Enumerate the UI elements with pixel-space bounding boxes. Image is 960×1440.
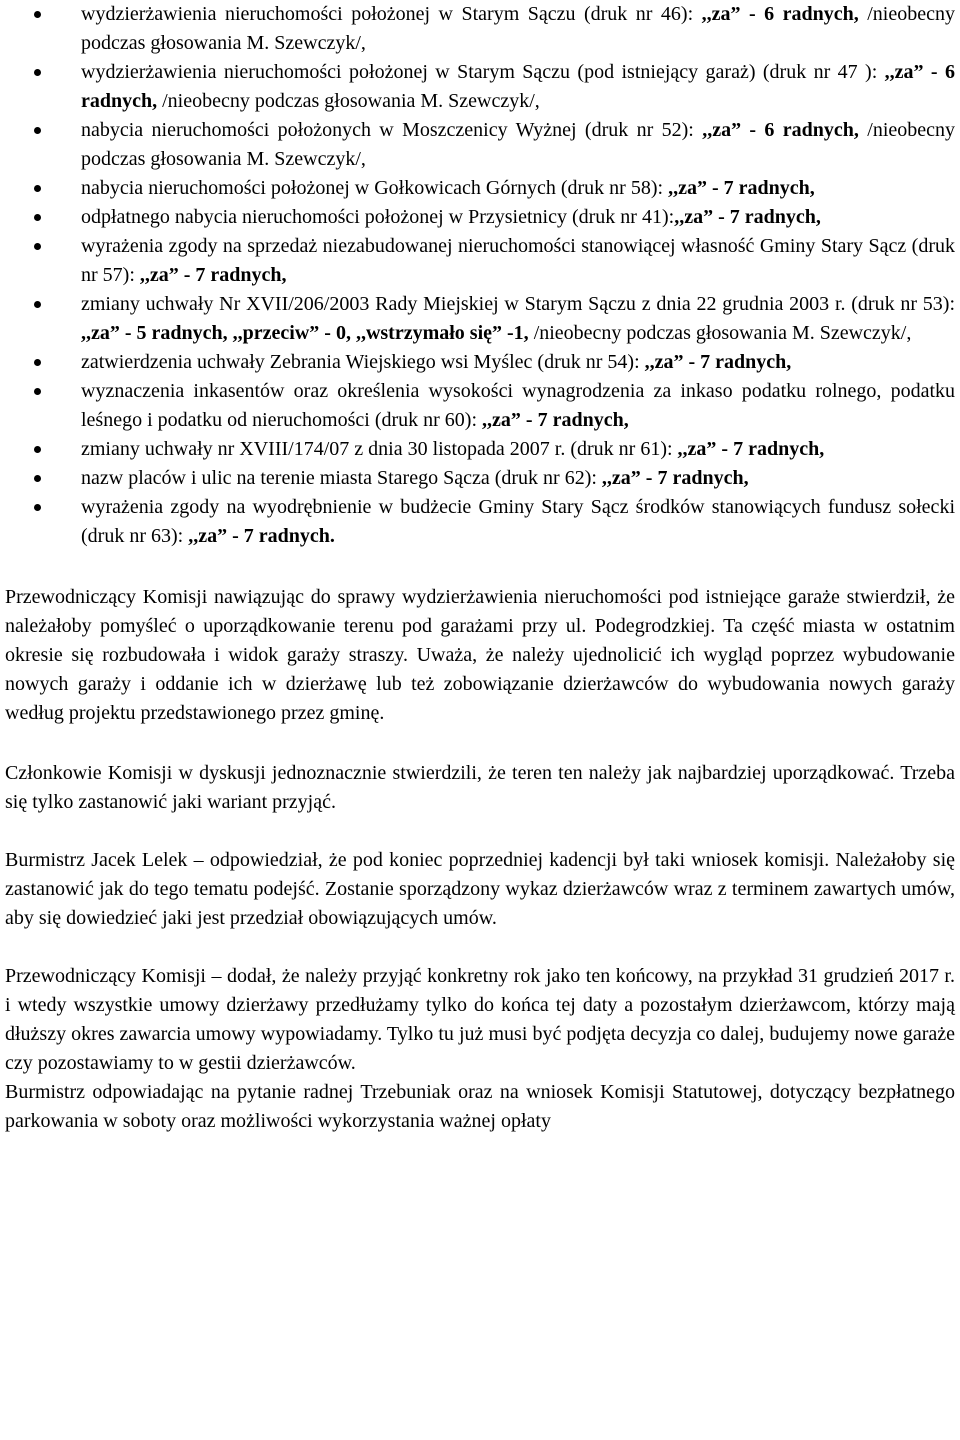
item-text: wydzierżawienia nieruchomości położonej w Starym Sączu (pod istniejący garaż) (druk nr 47 ): [81,61,885,83]
bullet-icon [34,127,41,134]
paragraph-members-discussion: Członkowie Komisji w dyskusji jednoznacznie stwierdzili, że teren ten należy jak najbardziej uporządkować. Trzeba się tylko zastanowić jaki wariant przyjąć. [5,762,955,813]
bullet-icon [34,388,41,395]
item-note: /nieobecny podczas głosowania M. Szewczyk/, [528,322,912,344]
list-item [5,435,955,464]
item-text: wyznaczenia inkasentów oraz określenia wysokości wynagrodzenia za inkaso podatku rolnego, podatku leśnego i podatku od nieruchomości (druk nr 60): [81,380,955,431]
vote-result: ,,za” - 7 radnych, [644,351,792,373]
list-item [5,174,955,203]
bullet-icon [34,301,41,308]
list-item [5,203,955,232]
resolution-vote-list [5,0,955,551]
item-note: /nieobecny podczas głosowania M. Szewczyk/, [81,3,955,54]
vote-result: ,,za” - 7 radnych, [482,409,629,431]
item-note: /nieobecny podczas głosowania M. Szewczyk/, [157,90,540,112]
item-text: zmiany uchwały nr XVIII/174/07 z dnia 30 listopada 2007 r. (druk nr 61): [81,438,678,460]
vote-result: ,,za” - 7 radnych, [139,264,287,286]
list-item [5,290,955,348]
item-text: nabycia nieruchomości położonych w Moszczenicy Wyżnej (druk nr 52): [81,119,703,141]
item-text: zatwierdzenia uchwały Zebrania Wiejskiego wsi Myślec (druk nr 54): [81,351,645,373]
vote-result: ,,za” - 7 radnych, [601,467,749,489]
item-note: /nieobecny podczas głosowania M. Szewczyk/, [81,119,956,170]
item-text: nabycia nieruchomości położonej w Gołkowicach Górnych (druk nr 58): [81,177,669,199]
item-text: wydzierżawienia nieruchomości położonej w Starym Sączu (druk nr 46): [81,3,702,25]
bullet-icon [34,504,41,511]
vote-result: ,,za” - 6 radnych, [701,3,859,25]
list-item [5,348,955,377]
bullet-icon [34,214,41,221]
list-item [5,116,955,174]
item-text: wyrażenia zgody na sprzedaż niezabudowanej nieruchomości stanowiącej własność Gminy Stary Sącz (druk nr 57): [81,235,955,286]
list-item [5,464,955,493]
list-item [5,493,955,551]
vote-result: ,,za” - 6 radnych, [81,61,955,112]
bullet-icon [34,475,41,482]
bullet-icon [34,11,41,18]
bullet-icon [34,185,41,192]
vote-result: ,,za” - 7 radnych, [668,177,815,199]
list-item [5,232,955,290]
vote-result: ,,za” - 7 radnych, [674,206,821,228]
paragraph-chairman-addition: Przewodniczący Komisji – dodał, że należy przyjąć konkretny rok jako ten końcowy, na przykład 31 grudzień 2017 r. i wtedy wszystkie umowy dzierżawy przedłużamy tylko do końca tej daty a pozostałym dzierżawcom, którzy mają dłuższy okres zawarcia umowy wypowiadamy. Tylko tu już musi być podjęta decyzja co dalej, budujemy nowe garaże czy pozostawiamy to w gestii dzierżawców. [5,965,955,1074]
item-text: odpłatnego nabycia nieruchomości położonej w Przysietnicy (druk nr 41): [81,206,675,228]
list-item [5,0,955,58]
bullet-icon [34,359,41,366]
vote-result: ,,za” - 6 radnych, [702,119,859,141]
list-item [5,58,955,116]
list-item [5,377,955,435]
document-page [5,0,955,1136]
bullet-icon [34,69,41,76]
paragraph-mayor-parking: Burmistrz odpowiadając na pytanie radnej Trzebuniak oraz na wniosek Komisji Statutowej, dotyczący bezpłatnego parkowania w soboty oraz możliwości wykorzystania ważnej opłaty [5,1081,955,1132]
item-text: nazw placów i ulic na terenie miasta Starego Sącza (druk nr 62): [81,467,602,489]
bullet-icon [34,243,41,250]
vote-result: ,,za” - 7 radnych, [677,438,825,460]
vote-result: ,,za” - 7 radnych. [188,525,335,547]
item-text: wyrażenia zgody na wyodrębnienie w budżecie Gminy Stary Sącz środków stanowiących fundusz sołecki (druk nr 63): [81,496,955,547]
vote-result: ,,za” - 5 radnych, ,,przeciw” - 0, ,,wstrzymało się” -1, [81,322,529,344]
paragraph-mayor-response: Burmistrz Jacek Lelek – odpowiedział, że pod koniec poprzedniej kadencji był taki wniosek komisji. Należałoby się zastanowić jak do tego tematu podejść. Zostanie sporządzony wykaz dzierżawców wraz z terminem zawartych umów, aby się dowiedzieć jaki jest przedział obowiązujących umów. [5,849,955,929]
bullet-icon [34,446,41,453]
paragraph-chairman-garages: Przewodniczący Komisji nawiązując do sprawy wydzierżawienia nieruchomości pod istniejące garaże stwierdził, że należałoby pomyśleć o uporządkowanie terenu pod garażami przy ul. Podegrodzkiej. Ta część miasta w ostatnim okresie się rozbudowała i widok garaży straszy. Uważa, że należy ujednolicić ich wygląd poprzez wybudowanie nowych garaży i oddanie ich w dzierżawę lub też zobowiązanie dzierżawców do wybudowania nowych garaży według projektu przedstawionego przez gminę. [5,586,955,724]
item-text: zmiany uchwały Nr XVII/206/2003 Rady Miejskiej w Starym Sączu z dnia 22 grudnia 2003 r. (druk nr 53): [81,293,955,315]
